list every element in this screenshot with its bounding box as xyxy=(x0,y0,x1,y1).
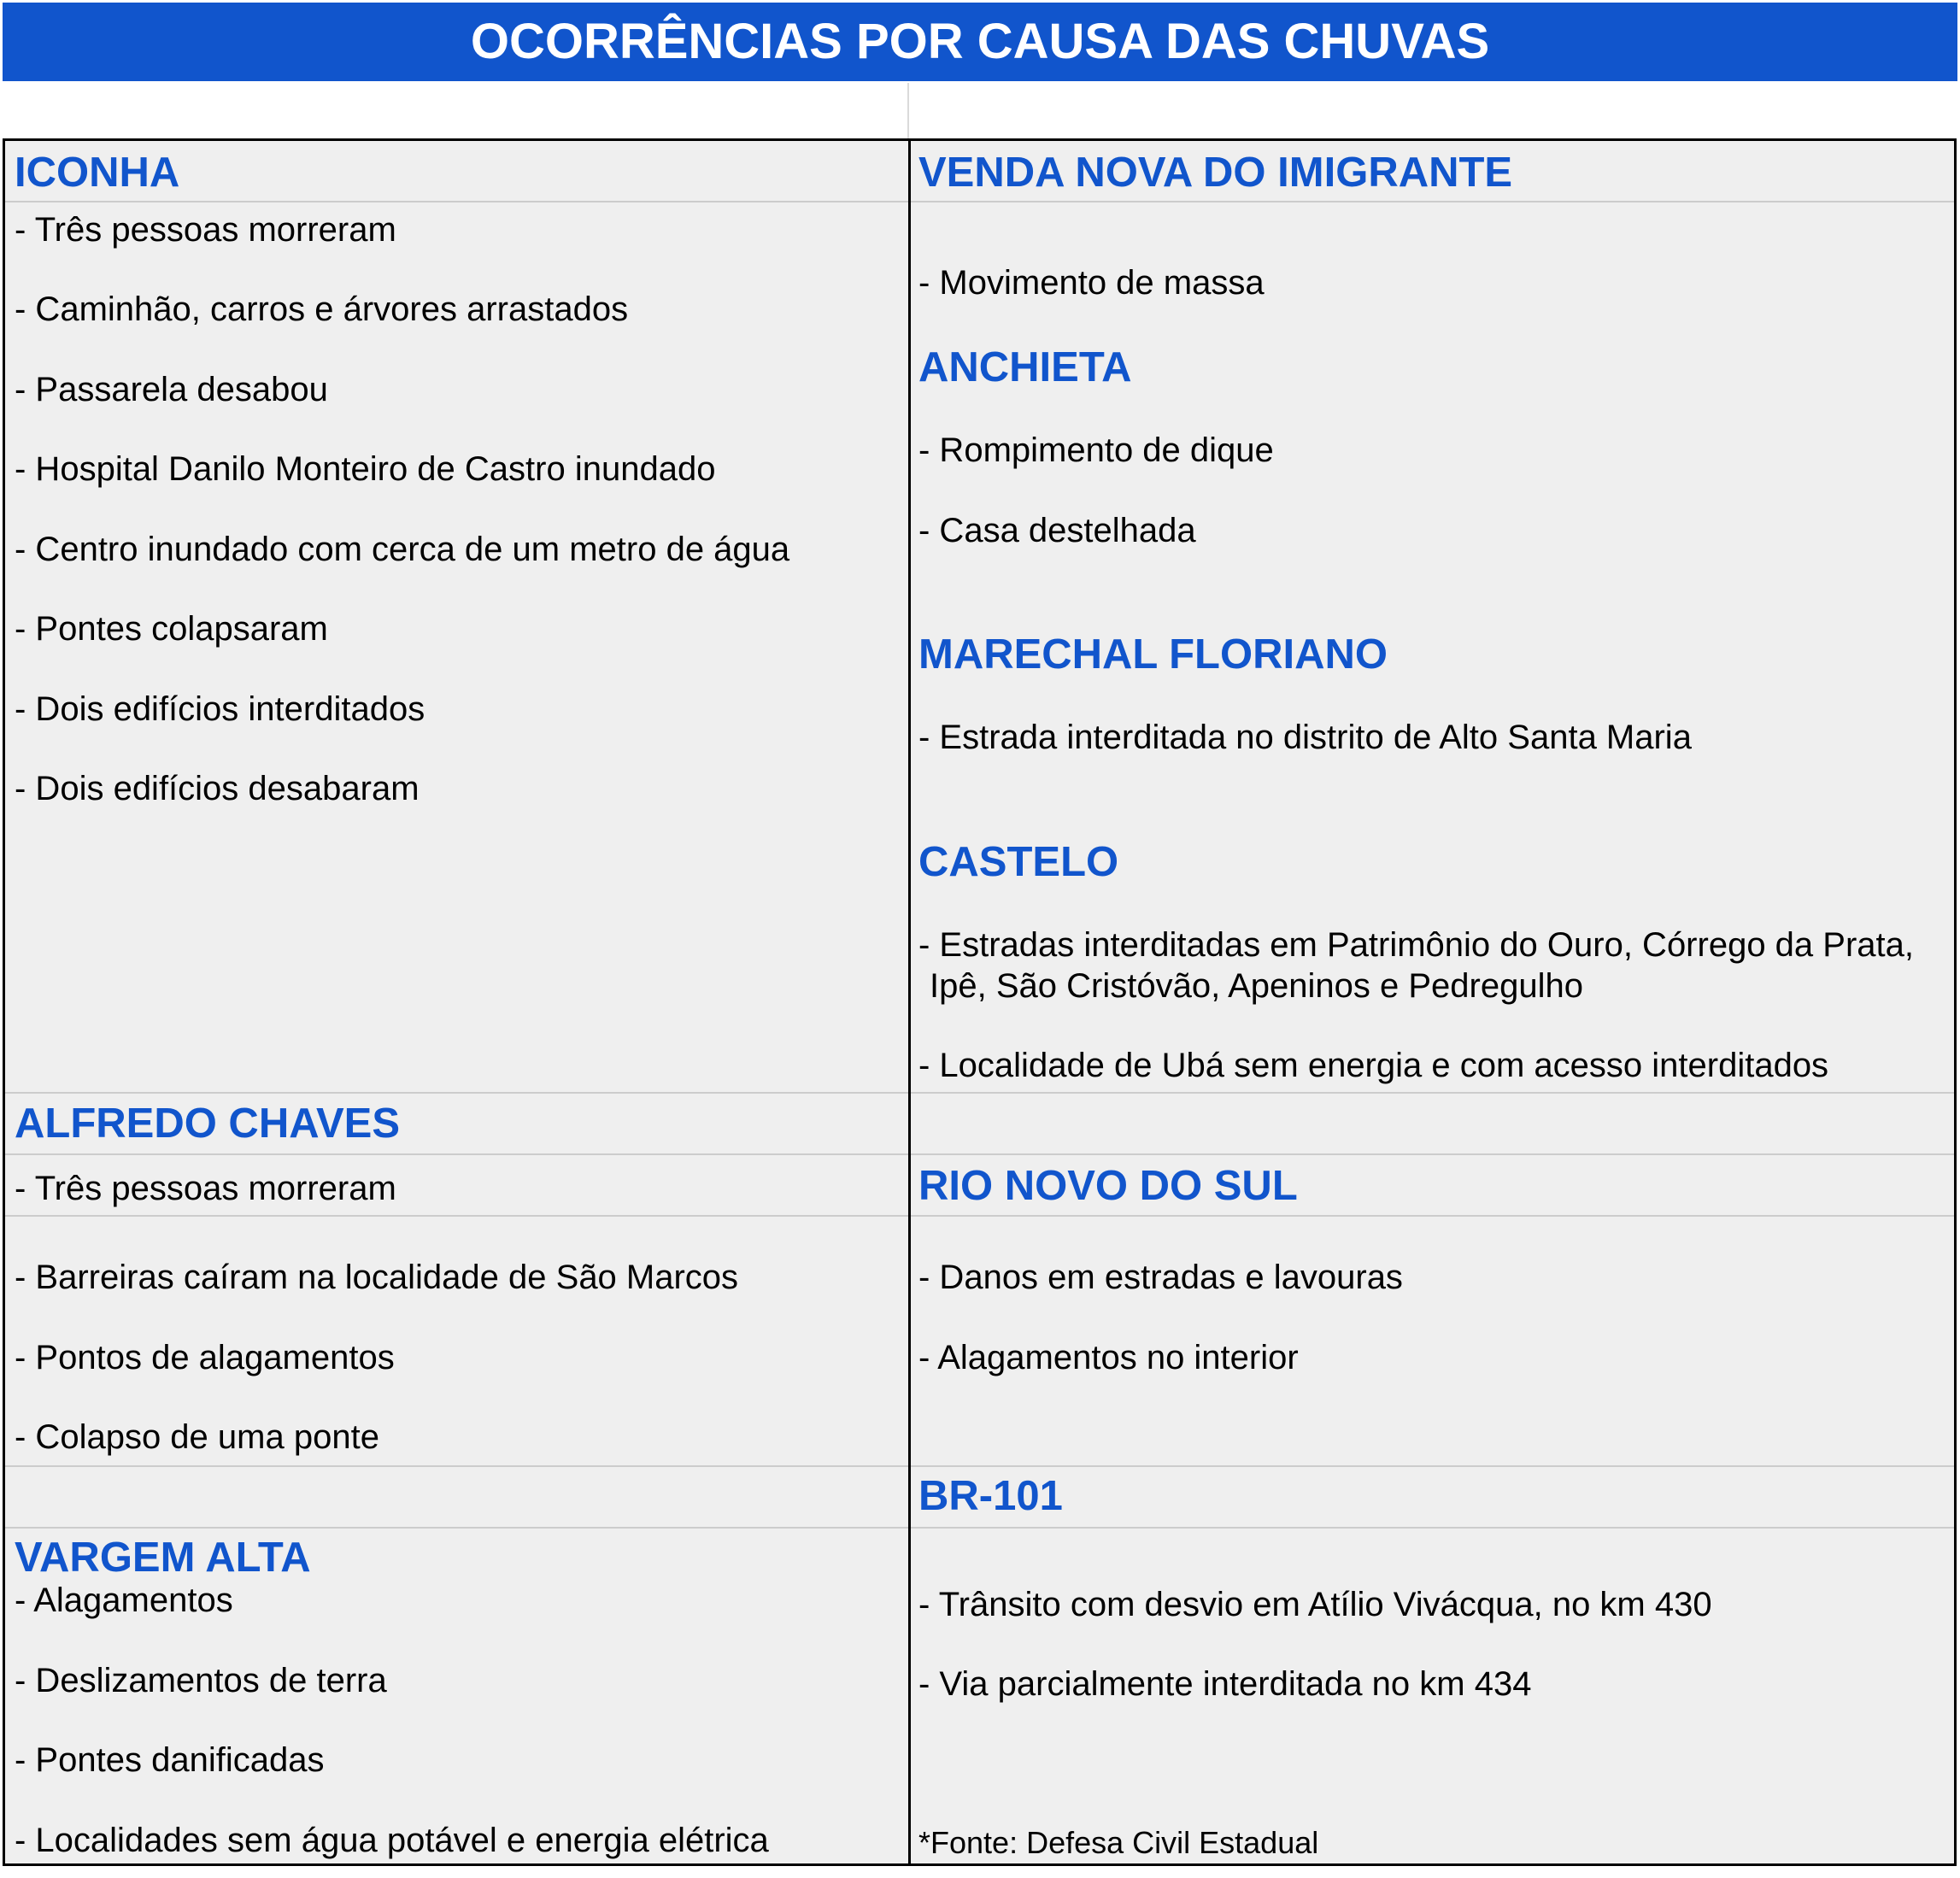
list-item: - Alagamentos no interior xyxy=(918,1339,1299,1376)
list-item: - Pontes danificadas xyxy=(15,1741,325,1779)
list-item: - Três pessoas morreram xyxy=(15,211,396,249)
list-item: - Três pessoas morreram xyxy=(15,1170,396,1207)
list-item: - Dois edifícios interditados xyxy=(15,690,425,728)
list-item: - Colapso de uma ponte xyxy=(15,1418,379,1456)
list-item: - Localidades sem água potável e energia elétrica xyxy=(15,1822,769,1859)
list-item: - Via parcialmente interditada no km 434 xyxy=(918,1665,1532,1703)
list-item: - Pontes colapsaram xyxy=(15,610,328,648)
list-item: - Dois edifícios desabaram xyxy=(15,770,420,807)
section-heading-br101: BR-101 xyxy=(918,1473,1063,1519)
list-item: - Estradas interditadas em Patrimônio do Ouro, Córrego da Prata, xyxy=(918,926,1914,964)
row-divider xyxy=(5,1153,908,1155)
row-divider xyxy=(911,201,1954,202)
row-divider xyxy=(5,1092,908,1094)
list-item: - Caminhão, carros e árvores arrastados xyxy=(15,291,629,328)
section-heading-castelo: CASTELO xyxy=(918,839,1119,885)
source-note: *Fonte: Defesa Civil Estadual xyxy=(918,1825,1319,1860)
row-divider xyxy=(911,1153,1954,1155)
list-item: Ipê, São Cristóvão, Apeninos e Pedregulho xyxy=(930,967,1583,1005)
row-divider xyxy=(911,1092,1954,1094)
list-item: - Casa destelhada xyxy=(918,512,1196,549)
section-heading-vargem-alta: VARGEM ALTA xyxy=(15,1535,311,1581)
list-item: - Barreiras caíram na localidade de São Marcos xyxy=(15,1259,739,1296)
row-divider xyxy=(5,1215,908,1217)
row-divider xyxy=(911,1527,1954,1529)
spacer-row xyxy=(3,83,1957,138)
occurrences-table xyxy=(3,138,1957,1866)
row-divider xyxy=(5,201,908,202)
list-item: - Passarela desabou xyxy=(15,371,328,408)
list-item: - Deslizamentos de terra xyxy=(15,1662,387,1699)
list-item: - Hospital Danilo Monteiro de Castro inundado xyxy=(15,450,716,488)
list-item: - Centro inundado com cerca de um metro de água xyxy=(15,531,790,568)
list-item: - Rompimento de dique xyxy=(918,431,1274,469)
column-divider xyxy=(908,141,911,1863)
list-item: - Alagamentos xyxy=(15,1582,233,1619)
row-divider xyxy=(911,1215,1954,1217)
section-heading-iconha: ICONHA xyxy=(15,150,180,196)
row-divider xyxy=(5,1527,908,1529)
list-item: - Localidade de Ubá sem energia e com acesso interditados xyxy=(918,1047,1829,1084)
row-divider xyxy=(5,1465,908,1467)
list-item: - Danos em estradas e lavouras xyxy=(918,1259,1403,1296)
column-divider xyxy=(907,83,909,138)
section-heading-marechal-floriano: MARECHAL FLORIANO xyxy=(918,631,1388,678)
row-divider xyxy=(911,1465,1954,1467)
page-title: OCORRÊNCIAS POR CAUSA DAS CHUVAS xyxy=(3,3,1957,81)
section-heading-venda-nova: VENDA NOVA DO IMIGRANTE xyxy=(918,150,1513,196)
list-item: - Trânsito com desvio em Atílio Vivácqua, no km 430 xyxy=(918,1586,1712,1623)
list-item: - Movimento de massa xyxy=(918,264,1265,302)
list-item: - Estrada interditada no distrito de Alto Santa Maria xyxy=(918,719,1692,756)
section-heading-rio-novo-do-sul: RIO NOVO DO SUL xyxy=(918,1163,1298,1209)
list-item: - Pontos de alagamentos xyxy=(15,1339,395,1376)
section-heading-alfredo-chaves: ALFREDO CHAVES xyxy=(15,1100,401,1147)
section-heading-anchieta: ANCHIETA xyxy=(918,344,1132,390)
